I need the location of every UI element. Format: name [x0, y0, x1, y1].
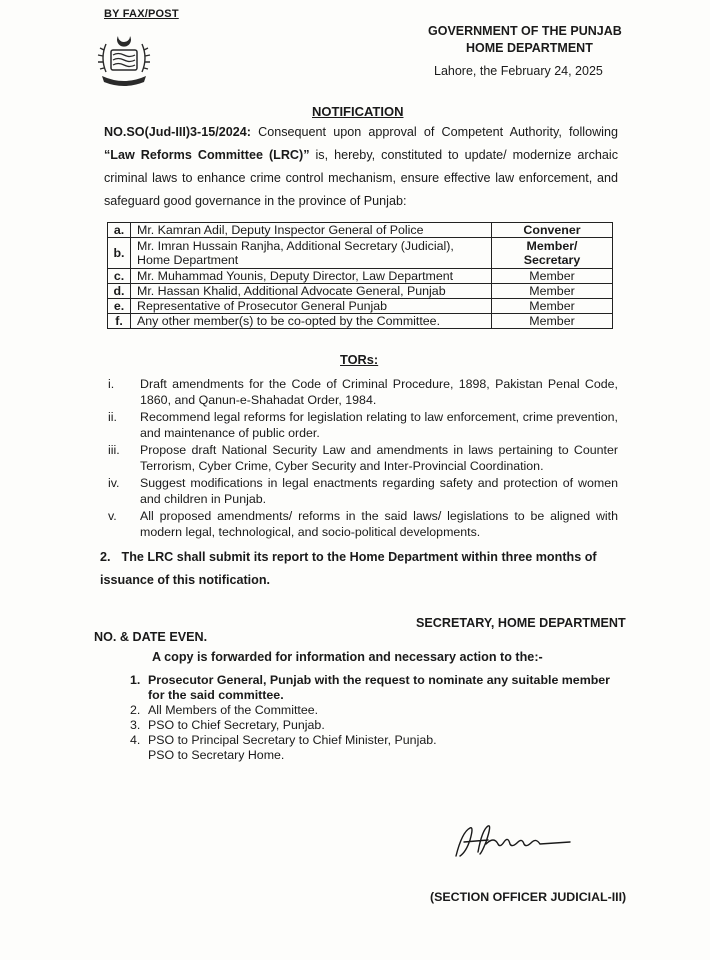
member-name: Mr. Hassan Khalid, Additional Advocate General, Punjab	[131, 284, 492, 299]
tor-text: All proposed amendments/ reforms in the said laws/ legislations to be aligned with modern legal, technological, and socio-political developments.	[140, 509, 618, 539]
table-row	[108, 238, 613, 269]
member-role: Member	[492, 314, 613, 329]
tor-text: Suggest modifications in legal enactments regarding safety and protection of women and children in Punjab.	[140, 476, 618, 506]
department-heading: HOME DEPARTMENT	[466, 41, 593, 55]
no-date-even: NO. & DATE EVEN.	[94, 630, 208, 644]
member-label: e.	[108, 299, 131, 314]
member-role: Member/ Secretary	[492, 238, 613, 269]
list-item	[130, 673, 624, 703]
tor-number: i.	[108, 377, 115, 391]
tor-text: Propose draft National Security Law and amendments in laws pertaining to Counter Terrorism, Cyber Crime, Cyber Security and Inter-Provincial Coordination.	[140, 443, 618, 473]
member-role: Convener	[492, 223, 613, 238]
intro-paragraph	[104, 121, 618, 213]
table-row	[108, 223, 613, 238]
tor-number: v.	[108, 509, 117, 523]
cc-number: 4.	[130, 733, 141, 747]
cc-number: 2.	[130, 703, 141, 717]
list-item	[104, 442, 618, 474]
table-row	[108, 299, 613, 314]
list-item	[130, 733, 624, 748]
tor-number: iii.	[108, 443, 120, 457]
member-label: b.	[108, 238, 131, 269]
member-name: Representative of Prosecutor General Punjab	[131, 299, 492, 314]
cc-text: PSO to Chief Secretary, Punjab.	[148, 718, 325, 732]
cc-number: 1.	[130, 673, 141, 687]
signature-icon	[448, 822, 578, 862]
section-officer-title: (SECTION OFFICER JUDICIAL-III)	[430, 890, 627, 904]
signatory-title: SECRETARY, HOME DEPARTMENT	[416, 616, 626, 630]
member-name: Mr. Imran Hussain Ranjha, Additional Secretary (Judicial), Home Department	[131, 238, 492, 269]
cc-text: PSO to Secretary Home.	[148, 748, 285, 762]
copy-forwarded-line: A copy is forwarded for information and necessary action to the:-	[152, 650, 543, 664]
tors-list	[104, 376, 618, 541]
list-item	[104, 376, 618, 408]
notification-title: NOTIFICATION	[312, 104, 404, 119]
tors-heading: TORs:	[340, 352, 379, 367]
point-2-text: The LRC shall submit its report to the Home Department within three months of issuance of this notification.	[100, 550, 597, 587]
member-label: d.	[108, 284, 131, 299]
cc-text: Prosecutor General, Punjab with the request to nominate any suitable member for the said committee.	[148, 673, 610, 702]
intro-text-1: Consequent upon approval of Competent Authority, following	[250, 125, 618, 139]
member-label: c.	[108, 269, 131, 284]
member-role: Member	[492, 299, 613, 314]
list-item	[130, 718, 624, 733]
reference-number: NO.SO(Jud-III)3-15/2024:	[104, 125, 251, 139]
tor-text: Draft amendments for the Code of Criminal Procedure, 1898, Pakistan Penal Code, 1860, and Qanun-e-Shahadat Order, 1984.	[140, 377, 618, 407]
member-name: Any other member(s) to be co-opted by the Committee.	[131, 314, 492, 329]
point-2-paragraph	[100, 546, 618, 592]
copy-to-list	[130, 673, 624, 763]
list-item	[104, 475, 618, 507]
table-row	[108, 314, 613, 329]
tor-number: ii.	[108, 410, 117, 424]
list-item	[104, 409, 618, 441]
cc-number: 3.	[130, 718, 141, 732]
tor-text: Recommend legal reforms for legislation relating to law enforcement, crime prevention, and maintenance of public order.	[140, 410, 618, 440]
list-item	[130, 748, 624, 763]
notification-date: Lahore, the February 24, 2025	[434, 64, 603, 78]
committee-members-table	[107, 222, 613, 329]
table-row	[108, 284, 613, 299]
list-item	[104, 508, 618, 540]
committee-name: “Law Reforms Committee (LRC)”	[104, 148, 310, 162]
government-heading: GOVERNMENT OF THE PUNJAB	[428, 24, 622, 38]
member-label: f.	[108, 314, 131, 329]
cc-text: All Members of the Committee.	[148, 703, 319, 717]
point-2-number: 2.	[100, 550, 111, 564]
member-role: Member	[492, 284, 613, 299]
punjab-government-emblem-icon	[96, 28, 152, 90]
by-fax-post-label: BY FAX/POST	[104, 8, 179, 20]
member-name: Mr. Muhammad Younis, Deputy Director, Law Department	[131, 269, 492, 284]
member-label: a.	[108, 223, 131, 238]
member-name: Mr. Kamran Adil, Deputy Inspector General of Police	[131, 223, 492, 238]
tor-number: iv.	[108, 476, 120, 490]
member-role: Member	[492, 269, 613, 284]
list-item	[130, 703, 624, 718]
cc-number	[130, 748, 148, 763]
table-row	[108, 269, 613, 284]
intro-text-2: is, hereby, constituted to update/ modernize archaic criminal laws to enhance crime control mechanism, ensure effective law enforcement, and safeguard good governance in the province of Punjab:	[104, 148, 618, 208]
cc-text: PSO to Principal Secretary to Chief Minister, Punjab.	[148, 733, 437, 747]
